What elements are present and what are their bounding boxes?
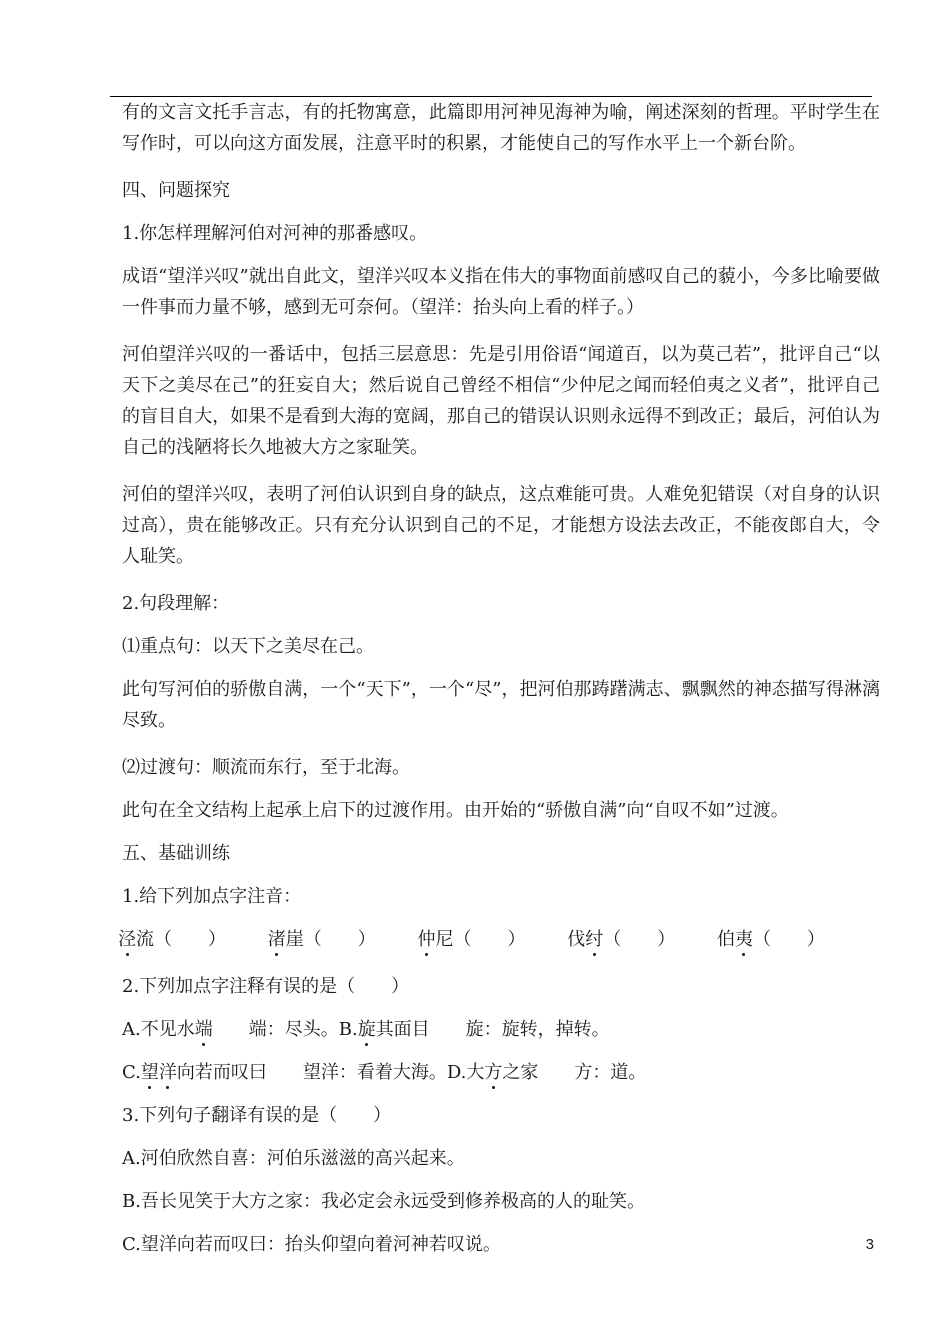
pinyin-item: 泾流（ ） [118,929,226,950]
transition-sentence: ⑵过渡句：顺流而东行，至于北海。 [122,757,410,778]
page-content [110,97,880,1272]
question-2: 2.句段理解： [122,593,230,614]
section-heading-4: 四、问题探究 [122,180,230,201]
transition-explain: 此句在全文结构上起承上启下的过渡作用。由开始的“骄傲自满”向“自叹不如”过渡。 [122,800,789,821]
exercise-2-stem: 2.下列加点字注释有误的是（ ） [122,976,410,997]
paragraph-intro: 有的文言文托手言志，有的托物寓意，此篇即用河神见海神为喻，阐述深刻的哲理。平时学生在写作时，可以向这方面发展，注意平时的积累，才能使自己的写作水平上一个新台阶。 [122,102,880,154]
exercise-3-option-b: B.吾长见笑于大方之家：我必定会永远受到修养极高的人的耻笑。 [122,1191,645,1212]
key-sentence-explain: 此句写河伯的骄傲自满，一个“天下”，一个“尽”，把河伯那踌躇满志、飘飘然的神态描写得淋漓尽致。 [122,679,880,731]
pinyin-items [110,924,880,955]
pinyin-item: 渚崖（ ） [267,929,376,950]
exercise-1-stem: 1.给下列加点字注音： [122,886,302,907]
exercise-3-option-c: C.望洋向若而叹曰：抬头仰望向着河神若叹说。 [122,1234,501,1255]
exercise-3-option-a: A.河伯欣然自喜：河伯乐滋滋的高兴起来。 [122,1148,465,1169]
page-number: 3 [865,1236,874,1253]
key-sentence: ⑴重点句：以天下之美尽在己。 [122,636,374,657]
pinyin-item: 伐纣（ ） [567,929,676,950]
paragraph-idiom: 成语“望洋兴叹”就出自此文，望洋兴叹本义指在伟大的事物面前感叹自己的藐小，今多比喻要做一件事而力量不够，感到无可奈何。（望洋：抬头向上看的样子。） [122,266,880,318]
exercise-2-options-cd: C.望洋向若而叹曰 望洋：看着大海。D.大方之家 方：道。 [122,1062,647,1083]
pinyin-item: 仲尼（ ） [417,929,526,950]
exercise-2-options-ab: A.不见水端 端：尽头。B.旋其面目 旋：旋转，掉转。 [122,1019,610,1040]
paragraph-three-layers: 河伯望洋兴叹的一番话中，包括三层意思：先是引用俗语“闻道百，以为莫己若”，批评自己“以天下之美尽在己”的狂妄自大；然后说自己曾经不相信“少仲尼之闻而轻伯夷之义者”，批评自己的盲目自大，如果不是看到大海的宽阔，那自己的错误认识则永远得不到改正；最后，河伯认为自己的浅陋将长久地被大方之家耻笑。 [122,344,880,458]
section-heading-5: 五、基础训练 [122,843,230,864]
pinyin-item: 伯夷（ ） [716,929,825,950]
paragraph-lesson: 河伯的望洋兴叹，表明了河伯认识到自身的缺点，这点难能可贵。人难免犯错误（对自身的认识过高），贵在能够改正。只有充分认识到自己的不足，才能想方设法去改正，不能夜郎自大，令人耻笑。 [122,484,880,567]
exercise-3-stem: 3.下列句子翻译有误的是（ ） [122,1105,392,1126]
question-1: 1.你怎样理解河伯对河神的那番感叹。 [122,223,428,244]
